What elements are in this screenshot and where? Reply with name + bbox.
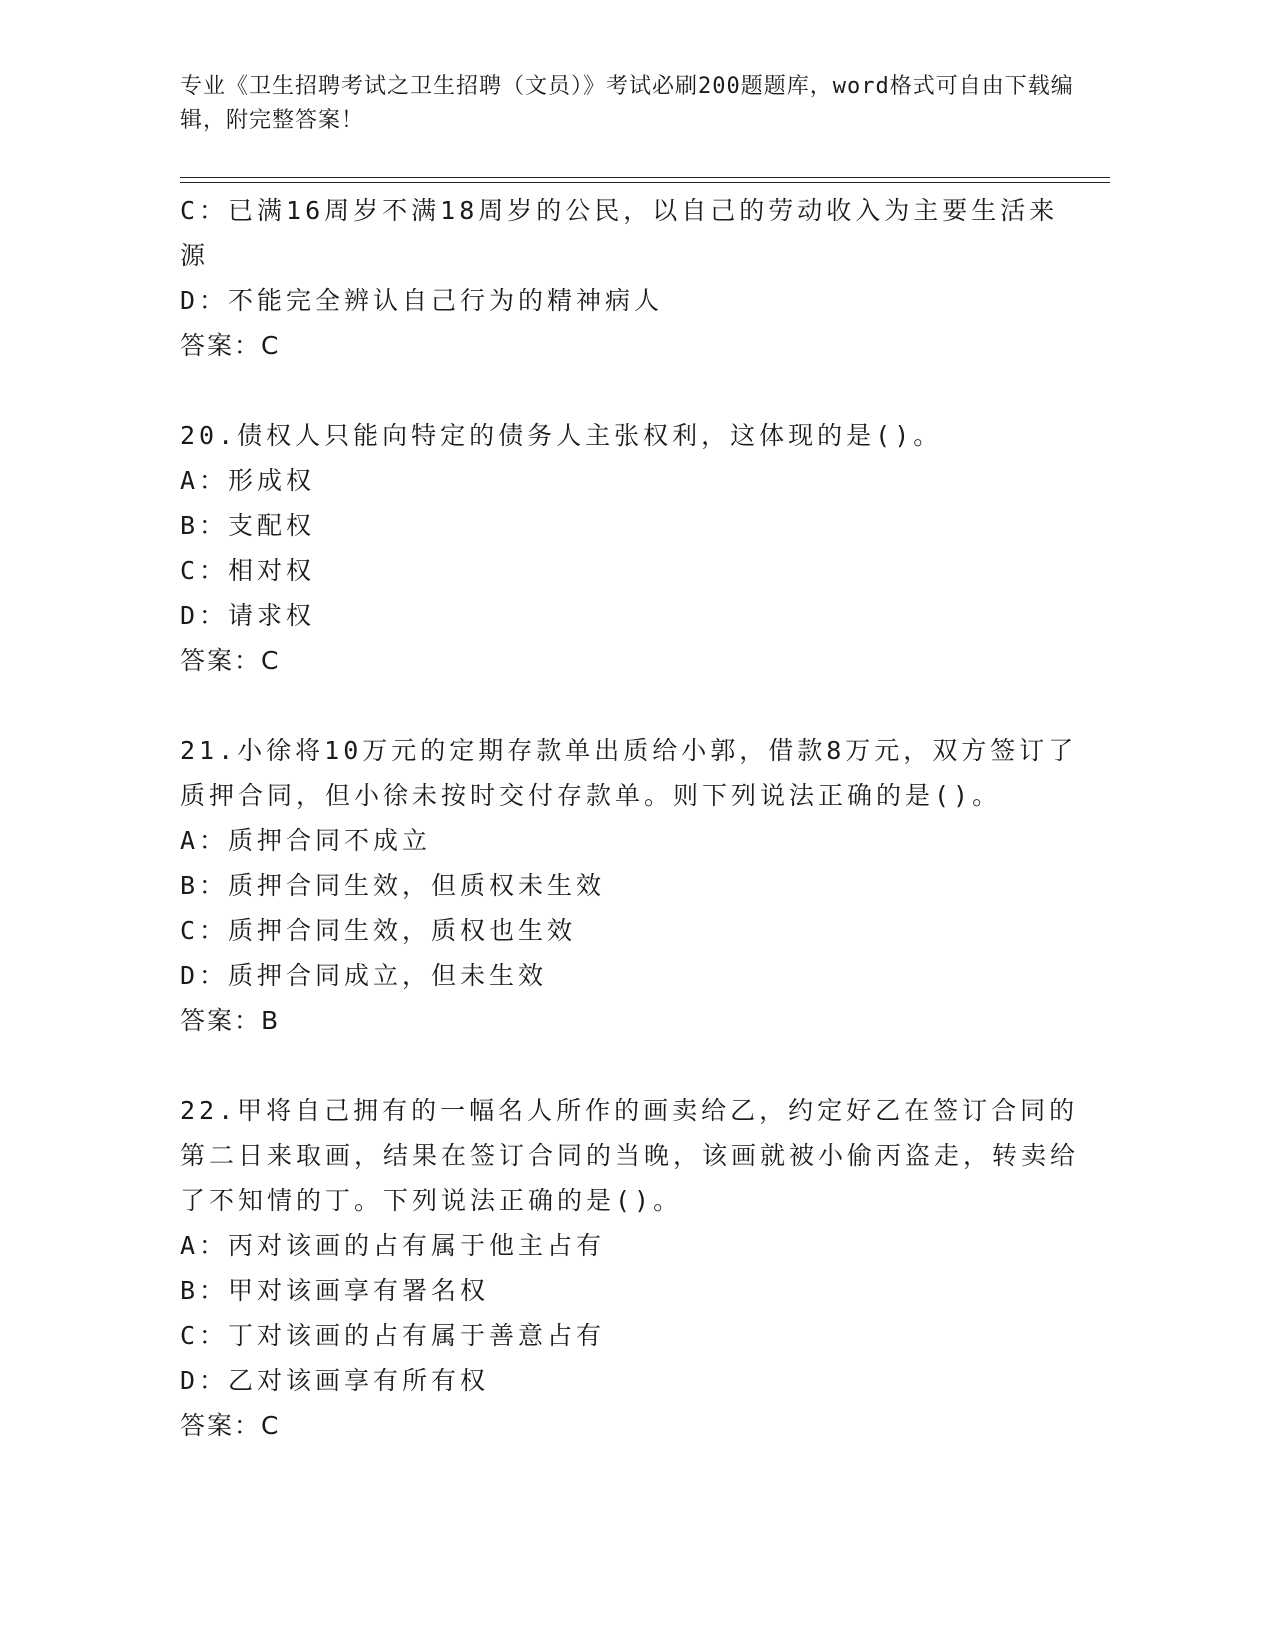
question-stem: 21.小徐将10万元的定期存款单出质给小郭，借款8万元，双方签订了质押合同，但小徐未按时交付存款单。则下列说法正确的是()。 [180, 736, 1078, 810]
document-header: 专业《卫生招聘考试之卫生招聘（文员）》考试必刷200题题库，word格式可自由下载编辑，附完整答案！ [180, 74, 1074, 133]
answer: 答案：C [180, 1411, 281, 1440]
question-content [180, 188, 1080, 1448]
option-c: C：相对权 [180, 556, 316, 585]
option-d: D：质押合同成立，但未生效 [180, 961, 548, 990]
question-block-21 [180, 728, 1080, 1043]
question-block-20 [180, 413, 1080, 683]
option-a: A：丙对该画的占有属于他主占有 [180, 1231, 606, 1260]
header-divider-bottom [180, 182, 1110, 183]
answer: 答案：B [180, 1006, 281, 1035]
question-stem: 22.甲将自己拥有的一幅名人所作的画卖给乙，约定好乙在签订合同的第二日来取画，结果在签订合同的当晚，该画就被小偷丙盗走，转卖给了不知情的丁。下列说法正确的是()。 [180, 1096, 1080, 1215]
question-block-22 [180, 1088, 1080, 1448]
option-c: C：丁对该画的占有属于善意占有 [180, 1321, 606, 1350]
option-b: B：支配权 [180, 511, 316, 540]
question-stem: 20.债权人只能向特定的债务人主张权利，这体现的是()。 [180, 421, 943, 450]
option-a: A：质押合同不成立 [180, 826, 432, 855]
spacer [180, 683, 1080, 728]
option-b: B：质押合同生效，但质权未生效 [180, 871, 606, 900]
spacer [180, 1043, 1080, 1088]
prev-answer: 答案：C [180, 331, 281, 360]
option-a: A：形成权 [180, 466, 316, 495]
spacer [180, 368, 1080, 413]
option-d: D：乙对该画享有所有权 [180, 1366, 490, 1395]
answer: 答案：C [180, 646, 281, 675]
option-c: C：质押合同生效，质权也生效 [180, 916, 577, 945]
prev-option-c: C：已满16周岁不满18周岁的公民，以自己的劳动收入为主要生活来源 [180, 196, 1059, 270]
option-b: B：甲对该画享有署名权 [180, 1276, 490, 1305]
option-d: D：请求权 [180, 601, 316, 630]
header-divider-top [180, 177, 1110, 178]
prev-option-d: D：不能完全辨认自己行为的精神病人 [180, 286, 664, 315]
